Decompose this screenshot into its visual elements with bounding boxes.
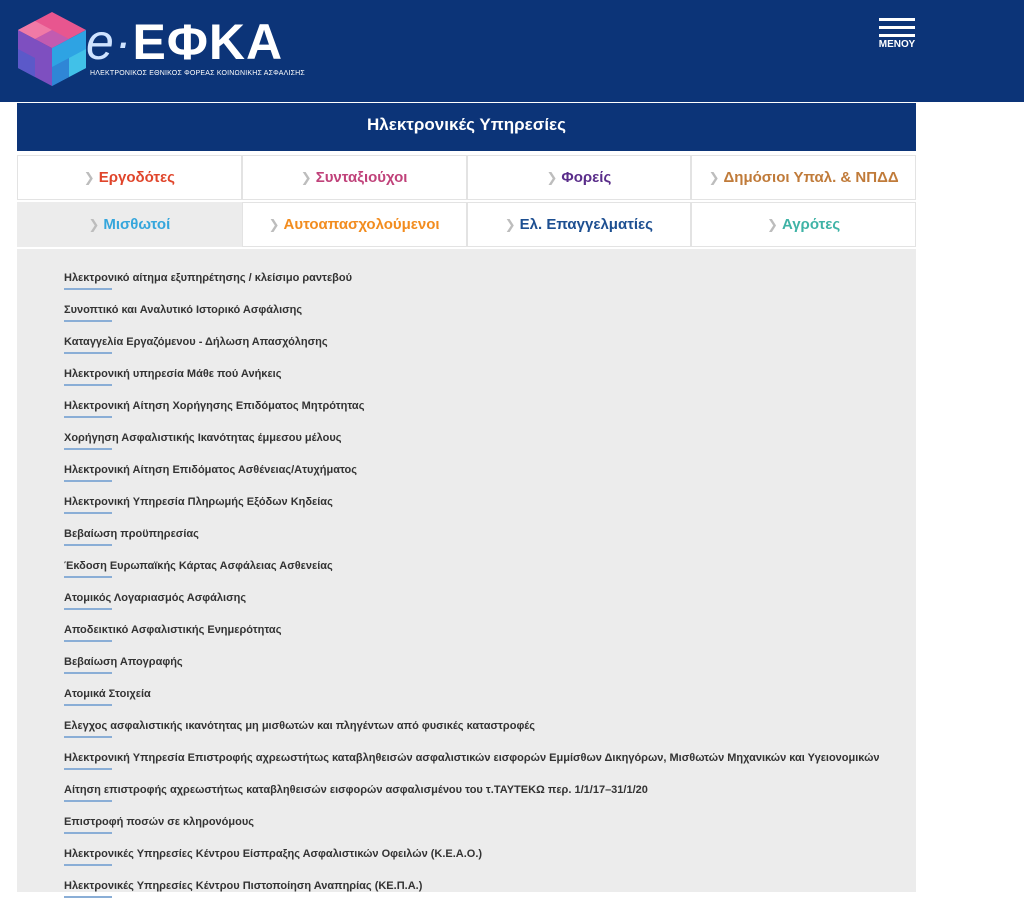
service-link[interactable]	[64, 750, 884, 770]
link-underline	[64, 544, 112, 546]
link-underline	[64, 832, 112, 834]
service-link-text: Ηλεκτρονική Υπηρεσία Επιστροφής αχρεωστήτως καταβληθεισών ασφαλιστικών εισφορών Εμμίσθων Δικηγόρων, Μισθωτών Μηχανικών και Υγειονομικών	[64, 752, 880, 764]
link-underline	[64, 800, 112, 802]
service-link-text: Ηλεκτρονικές Υπηρεσίες Κέντρου Είσπραξης Ασφαλιστικών Οφειλών (Κ.Ε.Α.Ο.)	[64, 848, 483, 860]
service-link-text: Καταγγελία Εργαζόμενου - Δήλωση Απασχόλησης	[64, 336, 328, 348]
chevron-right-icon: ❯	[88, 216, 100, 232]
service-link[interactable]	[64, 302, 884, 322]
service-link-text: Ηλεκτρονικό αίτημα εξυπηρέτησης / κλείσιμο ραντεβού	[64, 272, 353, 284]
hamburger-icon-line	[879, 34, 915, 37]
tab-row2-0[interactable]	[17, 202, 242, 247]
link-underline	[64, 704, 112, 706]
tab-row-2	[17, 200, 916, 247]
hamburger-icon-line	[879, 26, 915, 29]
service-link-text: Ατομικά Στοιχεία	[64, 688, 151, 700]
service-link[interactable]	[64, 430, 884, 450]
service-link-text: Αίτηση επιστροφής αχρεωστήτως καταβληθεισών εισφορών ασφαλισμένου του τ.ΤΑΥΤΕΚΩ περ. 1/1/17–31/1/20	[64, 784, 648, 796]
hamburger-icon	[879, 18, 915, 21]
service-link-text: Ηλεκτρονικές Υπηρεσίες Κέντρου Πιστοποίηση Αναπηρίας (ΚΕ.Π.Α.)	[64, 880, 423, 892]
link-underline	[64, 352, 112, 354]
service-link[interactable]	[64, 398, 884, 418]
category-tabs	[17, 155, 916, 247]
tab-label: Εργοδότες	[98, 169, 175, 186]
link-underline	[64, 288, 112, 290]
link-underline	[64, 640, 112, 642]
menu-button[interactable]	[872, 18, 922, 60]
brand-name	[86, 14, 283, 70]
service-link[interactable]	[64, 462, 884, 482]
chevron-right-icon: ❯	[83, 169, 95, 185]
service-link[interactable]	[64, 654, 884, 674]
link-underline	[64, 672, 112, 674]
service-link-text: Βεβαίωση Απογραφής	[64, 656, 183, 668]
chevron-right-icon: ❯	[504, 216, 516, 232]
service-link[interactable]	[64, 622, 884, 642]
link-underline	[64, 768, 112, 770]
link-underline	[64, 896, 112, 898]
service-link[interactable]	[64, 526, 884, 546]
service-link[interactable]	[64, 558, 884, 578]
tab-label: Φορείς	[561, 169, 612, 186]
tab-row-1	[17, 155, 916, 200]
chevron-right-icon: ❯	[767, 216, 778, 232]
tab-row2-3[interactable]	[691, 202, 916, 247]
link-underline	[64, 448, 112, 450]
tab-label: Συνταξιούχοι	[315, 169, 408, 186]
link-underline	[64, 480, 112, 482]
service-link-text: Επιστροφή ποσών σε κληρονόμους	[64, 816, 254, 828]
link-underline	[64, 576, 112, 578]
tab-row1-0[interactable]	[17, 155, 242, 200]
brand-subtitle: ΗΛΕΚΤΡΟΝΙΚΟΣ ΕΘΝΙΚΟΣ ΦΟΡΕΑΣ ΚΟΙΝΩΝΙΚΗΣ ΑΣΦΑΛΙΣΗΣ	[90, 70, 305, 77]
service-link-text: Χορήγηση Ασφαλιστικής Ικανότητας έμμεσου μέλους	[64, 432, 342, 444]
tab-row2-2[interactable]	[467, 202, 692, 247]
service-link[interactable]	[64, 814, 884, 834]
chevron-right-icon: ❯	[268, 216, 280, 232]
link-underline	[64, 608, 112, 610]
link-underline	[64, 416, 112, 418]
brand-prefix: e·	[86, 14, 133, 70]
tab-row2-1[interactable]	[242, 202, 467, 247]
service-link[interactable]	[64, 494, 884, 514]
brand-title: ΕΦΚΑ	[132, 14, 284, 70]
section-title: Ηλεκτρονικές Υπηρεσίες	[17, 103, 916, 151]
link-underline	[64, 512, 112, 514]
chevron-right-icon: ❯	[546, 169, 558, 185]
service-link[interactable]	[64, 878, 884, 898]
service-link-text: Ελεγχος ασφαλιστικής ικανότητας μη μισθωτών και πληγέντων από φυσικές καταστροφές	[64, 720, 535, 732]
services-list	[64, 270, 884, 910]
tab-row1-3[interactable]	[691, 155, 916, 200]
efka-logo-icon[interactable]	[16, 10, 88, 88]
chevron-right-icon: ❯	[300, 169, 312, 185]
service-link-text: Ηλεκτρονική Αίτηση Επιδόματος Ασθένειας/Ατυχήματος	[64, 464, 357, 476]
service-link[interactable]	[64, 590, 884, 610]
link-underline	[64, 320, 112, 322]
service-link-text: Ηλεκτρονική Υπηρεσία Πληρωμής Εξόδων Κηδείας	[64, 496, 333, 508]
service-link[interactable]	[64, 782, 884, 802]
chevron-right-icon: ❯	[708, 169, 720, 185]
tab-label: Αυτοαπασχολούμενοι	[283, 216, 440, 233]
service-link[interactable]	[64, 366, 884, 386]
tab-label: Ελ. Επαγγελματίες	[519, 216, 653, 233]
service-link[interactable]	[64, 334, 884, 354]
service-link[interactable]	[64, 846, 884, 866]
service-link-text: Ατομικός Λογαριασμός Ασφάλισης	[64, 592, 247, 604]
link-underline	[64, 864, 112, 866]
tab-row1-2[interactable]	[467, 155, 692, 200]
service-link-text: Αποδεικτικό Ασφαλιστικής Ενημερότητας	[64, 624, 282, 636]
service-link-text: Έκδοση Ευρωπαϊκής Κάρτας Ασφάλειας Ασθενείας	[64, 560, 333, 572]
services-panel	[17, 249, 916, 892]
link-underline	[64, 384, 112, 386]
tab-label: Δημόσιοι Υπαλ. & ΝΠΔΔ	[723, 169, 899, 186]
service-link-text: Ηλεκτρονική υπηρεσία Μάθε πού Ανήκεις	[64, 368, 282, 380]
top-header	[0, 0, 1024, 102]
service-link[interactable]	[64, 686, 884, 706]
tab-label: Μισθωτοί	[103, 216, 171, 233]
menu-label: ΜΕΝΟΥ	[878, 39, 916, 50]
service-link[interactable]	[64, 718, 884, 738]
service-link-text: Συνοπτικό και Αναλυτικό Ιστορικό Ασφάλισης	[64, 304, 303, 316]
service-link-text: Βεβαίωση προϋπηρεσίας	[64, 528, 199, 540]
tab-label: Αγρότες	[781, 216, 841, 233]
service-link[interactable]	[64, 270, 884, 290]
tab-row1-1[interactable]	[242, 155, 467, 200]
link-underline	[64, 736, 112, 738]
service-link-text: Ηλεκτρονική Αίτηση Χορήγησης Επιδόματος Μητρότητας	[64, 400, 365, 412]
